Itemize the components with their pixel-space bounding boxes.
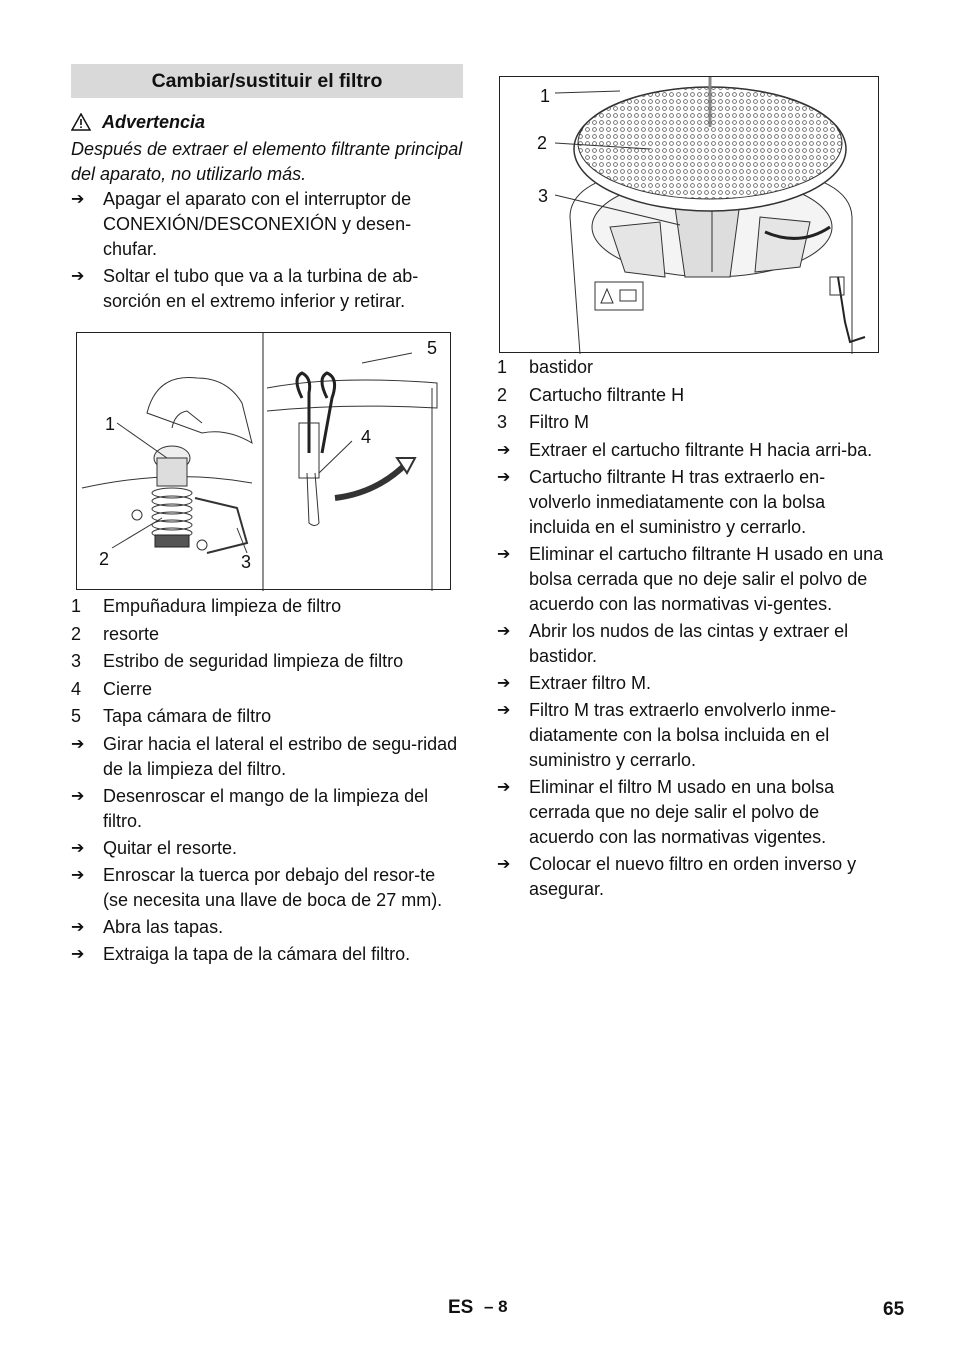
step-item: ➔ Desenroscar el mango de la limpieza del filtro. [71,784,463,834]
steps-list-right [497,438,887,902]
legend-list-right [497,355,887,435]
left-column [71,64,463,969]
right-arrow-icon: ➔ [71,787,85,805]
right-arrow-icon: ➔ [71,918,85,936]
warning-text: Después de extraer el elemento filtrante principal del aparato, no utilizarlo más. [71,139,463,184]
right-arrow-icon: ➔ [497,622,511,640]
legend-item: 4 Cierre [71,678,153,699]
step-item: ➔ Apagar el aparato con el interruptor de CONEXIÓN/DESCONEXIÓN y desen-chufar. [71,187,463,262]
step-item: ➔ Eliminar el filtro M usado en una bolsa cerrada que no deje salir el polvo de acuerdo con las normativas vigentes. [497,775,887,850]
filter-cartridge-illustration [500,77,880,354]
right-arrow-icon: ➔ [71,191,85,208]
steps-list-a [71,187,463,314]
right-arrow-icon: ➔ [497,545,511,563]
warning-heading [71,109,463,135]
figure-callout-1: 1 [540,86,551,106]
right-arrow-icon: ➔ [497,701,511,719]
right-arrow-icon: ➔ [71,866,85,884]
warning-label: Advertencia [102,111,206,132]
legend-item: 3 Estribo de seguridad limpieza de filtro [71,651,404,671]
figure-callout-3: 3 [241,552,252,572]
right-arrow-icon: ➔ [71,945,85,963]
right-column [497,76,887,904]
right-arrow-icon: ➔ [497,855,511,873]
legend-item: 3 Filtro M [497,412,589,432]
right-arrow-icon: ➔ [71,735,85,753]
figure-callout-2: 2 [537,133,548,153]
step-item: ➔ Abra las tapas. [71,915,463,940]
figure-filter-handle [76,332,451,590]
figure-callout-3: 3 [538,186,549,206]
footer-section-page: – 8 [484,1297,508,1316]
right-arrow-icon: ➔ [497,778,511,796]
step-item: ➔ Soltar el tubo que va a la turbina de ab-sorción en el extremo inferior y retirar. [71,264,463,314]
step-item: ➔ Cartucho filtrante H tras extraerlo en-volverlo inmediatamente con la bolsa incluida en el suministro y cerrarlo. [497,465,887,540]
right-arrow-icon: ➔ [497,674,511,692]
legend-list-left [71,594,463,729]
steps-list-b [71,732,463,967]
step-item: ➔ Enroscar la tuerca por debajo del resor-te (se necesita una llave de boca de 27 mm). [71,863,463,913]
right-arrow-icon: ➔ [497,468,511,486]
step-item: ➔ Filtro M tras extraerlo envolverlo inme-diatamente con la bolsa incluida en el suministro y cerrarlo. [497,698,887,773]
footer-language: ES [448,1297,474,1318]
right-arrow-icon: ➔ [497,441,511,459]
step-item: ➔ Eliminar el cartucho filtrante H usado en una bolsa cerrada que no deje salir el polvo de acuerdo con las normativas vi-gentes. [497,542,887,617]
step-item: ➔ Quitar el resorte. [71,836,463,861]
step-item: ➔ Colocar el nuevo filtro en orden inverso y asegurar. [497,852,887,902]
figure-callout-2: 2 [99,549,110,569]
step-item: ➔ Extraiga la tapa de la cámara del filtro. [71,942,463,967]
footer-page-number: 65 [883,1299,905,1320]
figure-callout-1: 1 [105,414,116,434]
legend-item: 5 Tapa cámara de filtro [71,706,272,726]
legend-item: 1 Empuñadura limpieza de filtro [71,596,342,616]
filter-handle-illustration [77,333,452,591]
figure-filter-cartridge [499,76,879,353]
right-arrow-icon: ➔ [71,268,85,285]
legend-item: 2 Cartucho filtrante H [497,384,685,405]
legend-item: 1 bastidor [497,357,594,377]
step-item: ➔ Girar hacia el lateral el estribo de segu-ridad de la limpieza del filtro. [71,732,463,782]
right-arrow-icon: ➔ [71,839,85,857]
legend-item: 2 resorte [71,623,160,644]
warning-triangle-icon [71,113,91,131]
figure-callout-4: 4 [361,427,372,447]
step-item: ➔ Extraer filtro M. [497,671,887,696]
step-item: ➔ Abrir los nudos de las cintas y extraer el bastidor. [497,619,887,669]
section-title: Cambiar/sustituir el filtro [71,64,463,98]
step-item: ➔ Extraer el cartucho filtrante H hacia arri-ba. [497,438,887,463]
figure-callout-5: 5 [427,338,438,358]
